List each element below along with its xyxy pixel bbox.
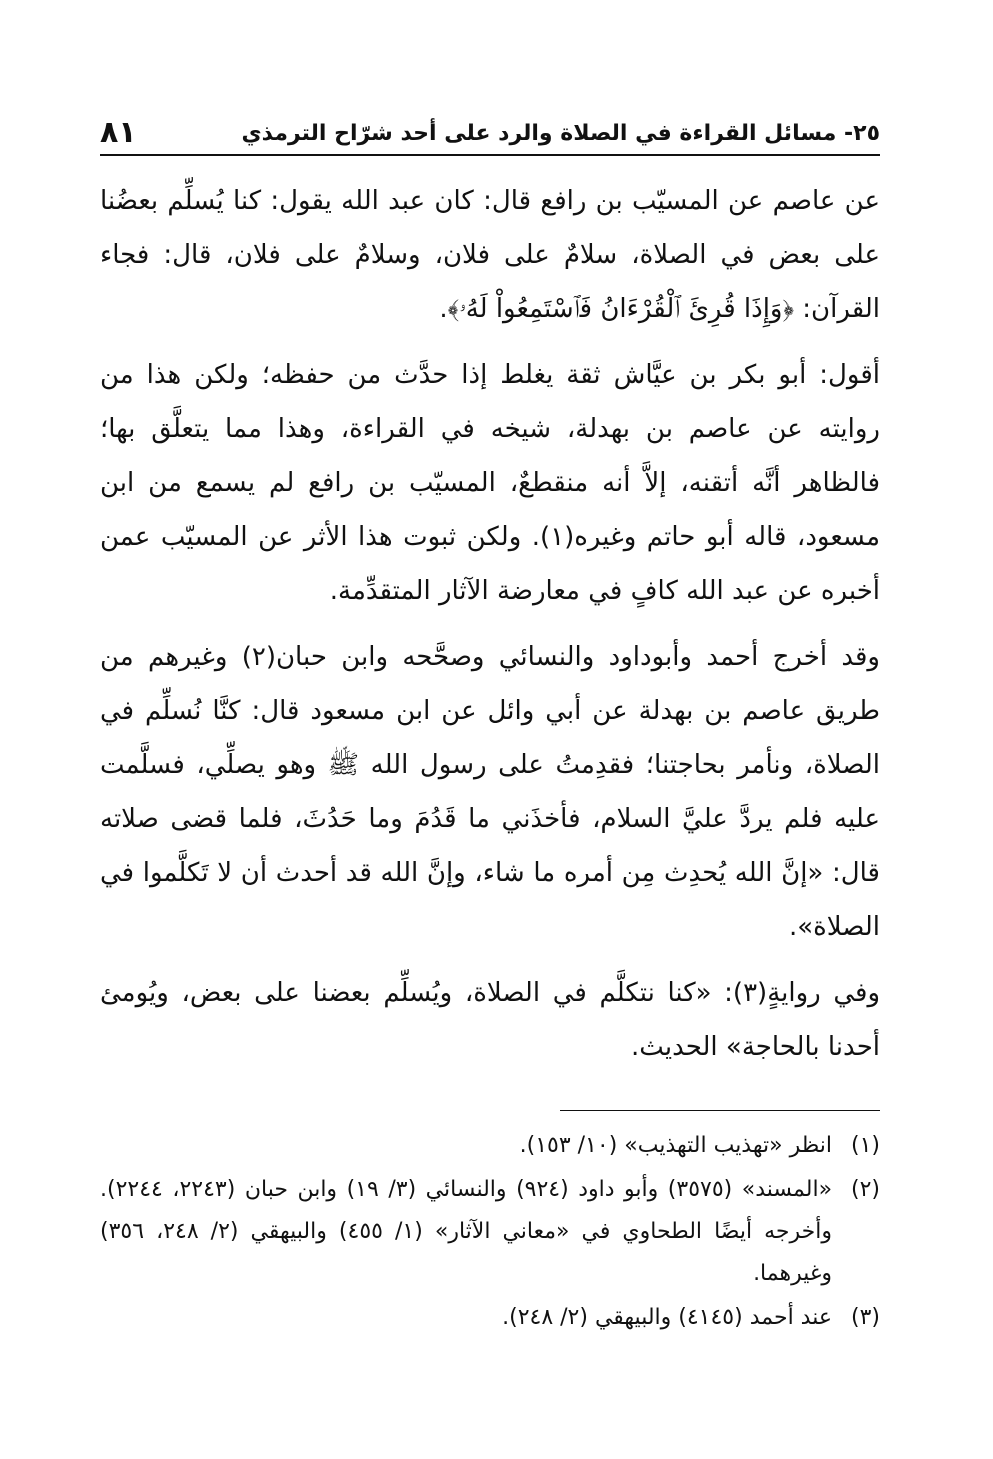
footnote-text: «المسند» (٣٥٧٥) وأبو داود (٩٢٤) والنسائي (٣/ ١٩) وابن حبان (٢٢٤٣، ٢٢٤٤). وأخرجه أيضًا الطحاوي في «معاني الآثار» (١/ ٤٥٥) والبيهقي (٢/ ٢٤٨، ٣٥٦) وغيرهما.	[100, 1177, 833, 1286]
page-header	[100, 115, 880, 156]
paragraph: وفي روايةٍ(٣): «كنا نتكلَّم في الصلاة، ويُسلِّم بعضنا على بعض، ويُومئ أحدنا بالحاجة» الحديث.	[100, 978, 881, 1062]
footnote-divider	[560, 1110, 880, 1111]
footnote-text: انظر «تهذيب التهذيب» (١٠/ ١٥٣).	[519, 1133, 832, 1158]
footnote	[100, 1125, 880, 1167]
page-number: ٨١	[100, 115, 137, 150]
footnote-text: عند أحمد (٤١٤٥) والبيهقي (٢/ ٢٤٨).	[502, 1305, 832, 1330]
paragraph: وقد أخرج أحمد وأبوداود والنسائي وصحَّحه وابن حبان(٢) وغيرهم من طريق عاصم بن بهدلة عن أبي وائل عن ابن مسعود قال: كنَّا نُسلِّم في الصلاة، ونأمر بحاجتنا؛ فقدِمتُ على رسول الله ﷺ وهو يصلِّي، فسلَّمت عليه فلم يردَّ عليَّ السلام، فأخذَني ما قَدُمَ وما حَدُثَ، فلما قضى صلاته قال: «إنَّ الله يُحدِث مِن أمره ما شاء، وإنَّ الله قد أحدث أن لا تَكلَّموا في الصلاة».	[100, 642, 880, 942]
chapter-title: ٢٥- مسائل القراءة في الصلاة والرد على أحد شرّاح الترمذي	[241, 121, 880, 146]
footnote-number: (٣)	[850, 1305, 880, 1330]
document-page	[100, 115, 881, 1341]
footnote	[100, 1169, 880, 1295]
footnote-number: (٢)	[850, 1177, 880, 1202]
footnote-number: (١)	[850, 1133, 880, 1158]
footnotes	[100, 1125, 880, 1339]
paragraph: عن عاصم عن المسيّب بن رافع قال: كان عبد الله يقول: كنا يُسلِّم بعضُنا على بعض في الصلاة، سلامٌ على فلان، وسلامٌ على فلان، قال: فجاء القرآن: ﴿وَإِذَا قُرِئَ ٱلْقُرْءَانُ فَٱسْتَمِعُواْ لَهُۥ﴾.	[100, 186, 880, 324]
paragraph: أقول: أبو بكر بن عيَّاش ثقة يغلط إذا حدَّث من حفظه؛ ولكن هذا من روايته عن عاصم بن بهدلة، شيخه في القراءة، وهذا مما يتعلَّق بها؛ فالظاهر أنَّه أتقنه، إلاَّ أنه منقطعٌ، المسيّب بن رافع لم يسمع من ابن مسعود، قاله أبو حاتم وغيره(١). ولكن ثبوت هذا الأثر عن المسيّب عمن أخبره عن عبد الله كافٍ في معارضة الآثار المتقدِّمة.	[100, 360, 880, 606]
footnote	[100, 1297, 880, 1339]
